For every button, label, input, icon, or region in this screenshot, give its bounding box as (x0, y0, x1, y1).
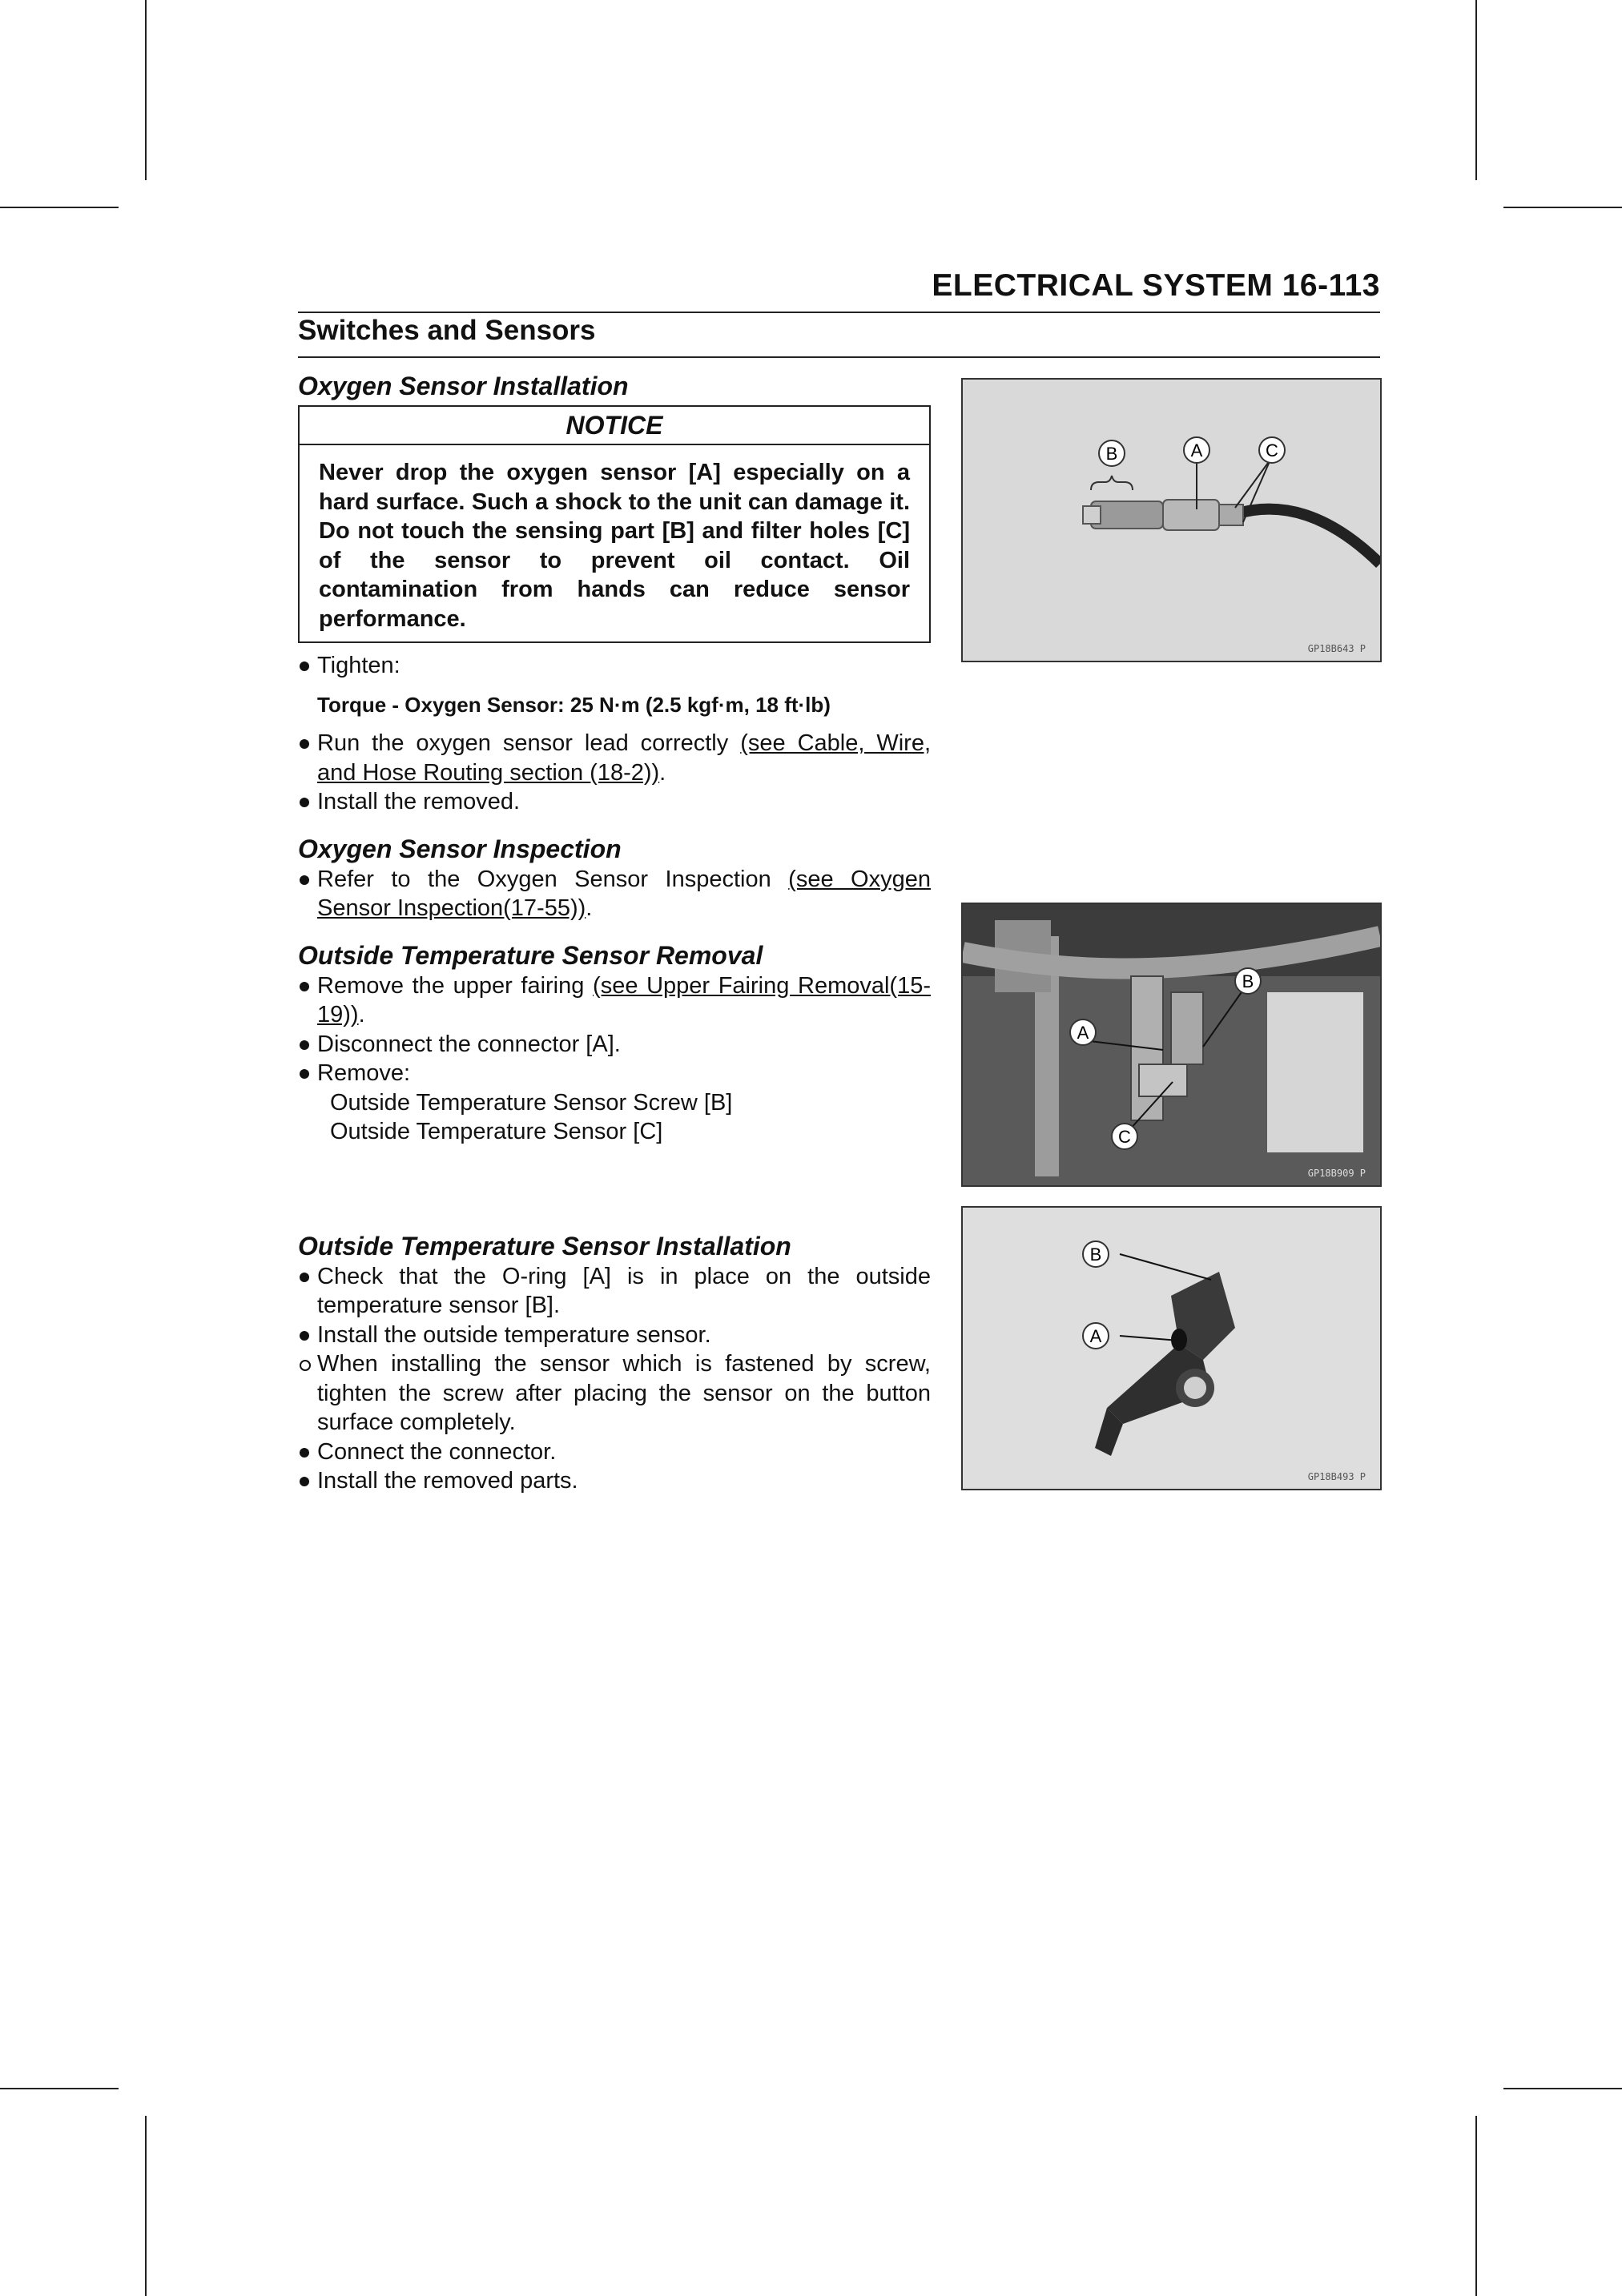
crop-mark (0, 2088, 119, 2089)
callout-labels (963, 1208, 1380, 1489)
crop-mark (1503, 207, 1622, 208)
ots-removal-heading: Outside Temperature Sensor Removal (298, 940, 763, 970)
crop-mark (1503, 2088, 1622, 2089)
list-item (298, 1321, 931, 1350)
torque-spec: Torque - Oxygen Sensor: 25 N·m (2.5 kgf·m, 18 ft·lb) (317, 692, 831, 717)
fairing-link[interactable]: (see Upper Fairing Removal(15-19)) (317, 972, 931, 1027)
crop-mark (1475, 0, 1477, 180)
list-item (298, 1466, 931, 1496)
check-text: Check that the O-ring [A] is in place on the outside temperature sensor [B]. (317, 1263, 931, 1318)
callout-a: A (1077, 1023, 1089, 1043)
list-item: Remove the upper fairing (see Upper Fairing Removal(15-19)). (298, 971, 931, 1030)
routing-link[interactable]: (see Cable, Wire, and Hose Routing section (18-2)) (317, 730, 932, 786)
remove-text: Remove: (317, 1060, 411, 1086)
callout-a: A (1089, 1326, 1102, 1346)
list-item (298, 1262, 931, 1321)
callout-b: B (1105, 444, 1118, 464)
remove-fairing-text: Remove the upper fairing (317, 972, 594, 999)
disconnect-text: Disconnect the connector [A]. (317, 1031, 621, 1057)
list-item (298, 1030, 931, 1060)
list-item: Refer to the Oxygen Sensor Inspection (see Oxygen Sensor Inspection(17-55)). (298, 865, 931, 923)
notice-box (298, 405, 931, 643)
crop-mark (145, 0, 147, 180)
crop-mark (1475, 2116, 1477, 2296)
inspection-link[interactable]: (see Oxygen Sensor Inspection(17-55)) (317, 866, 931, 921)
callout-labels (963, 380, 1380, 661)
crop-mark (0, 207, 119, 208)
list-item (298, 1059, 931, 1088)
install-removed-text: Install the removed parts. (317, 1468, 578, 1494)
list-item (298, 1438, 931, 1467)
section-title (298, 315, 1380, 358)
refer-text: Refer to the Oxygen Sensor Inspection (317, 866, 789, 892)
notice-text: Never drop the oxygen sensor [A] especially on a hard surface. Such a shock to the unit can damage it. Do not touch the sensing part [B] and filter holes [C] of the sensor to prevent oil contact. Oil contamination from hands can reduce sensor performance. (319, 460, 910, 632)
section-heading: Switches and Sensors (298, 315, 596, 346)
run-lead-text: Run the oxygen sensor lead correctly (317, 730, 741, 756)
temp-sensor-part-figure (961, 1206, 1382, 1490)
install-text: Install the outside temperature sensor. (317, 1321, 711, 1348)
list-item: Run the oxygen sensor lead correctly (see Cable, Wire, and Hose Routing section (18-2)). (298, 729, 931, 787)
remove-item: Outside Temperature Sensor [C] (330, 1119, 663, 1144)
install-removed-text: Install the removed. (317, 789, 521, 814)
oxygen-sensor-figure (961, 378, 1382, 662)
notice-title: NOTICE (300, 407, 929, 445)
crop-mark (145, 2116, 147, 2296)
remove-item: Outside Temperature Sensor Screw [B] (330, 1089, 733, 1116)
figure-code: GP18B643 P (1307, 643, 1366, 654)
ots-install-heading: Outside Temperature Sensor Installation (298, 1231, 791, 1261)
list-item (298, 651, 931, 681)
tighten-text: Tighten: (317, 653, 400, 678)
oxygen-inspect-heading: Oxygen Sensor Inspection (298, 834, 622, 863)
figure-code: GP18B909 P (1307, 1168, 1366, 1179)
connect-text: Connect the connector. (317, 1438, 557, 1465)
page-header (298, 268, 1380, 313)
list-item (298, 787, 931, 817)
callout-labels (963, 904, 1380, 1185)
list-item (298, 1349, 931, 1438)
figure-code: GP18B493 P (1307, 1471, 1366, 1482)
main-content (298, 370, 931, 1496)
callout-b: B (1089, 1245, 1102, 1265)
callout-a: A (1190, 440, 1203, 460)
page-title: ELECTRICAL SYSTEM 16-113 (932, 268, 1380, 303)
oxygen-install-heading: Oxygen Sensor Installation (298, 372, 629, 400)
callout-b: B (1242, 971, 1254, 991)
callout-c: C (1266, 440, 1278, 460)
when-text: When installing the sensor which is fastened by screw, tighten the screw after placing the sensor on the button surface completely. (317, 1351, 931, 1435)
callout-c: C (1118, 1127, 1131, 1147)
temp-sensor-vehicle-figure (961, 903, 1382, 1187)
